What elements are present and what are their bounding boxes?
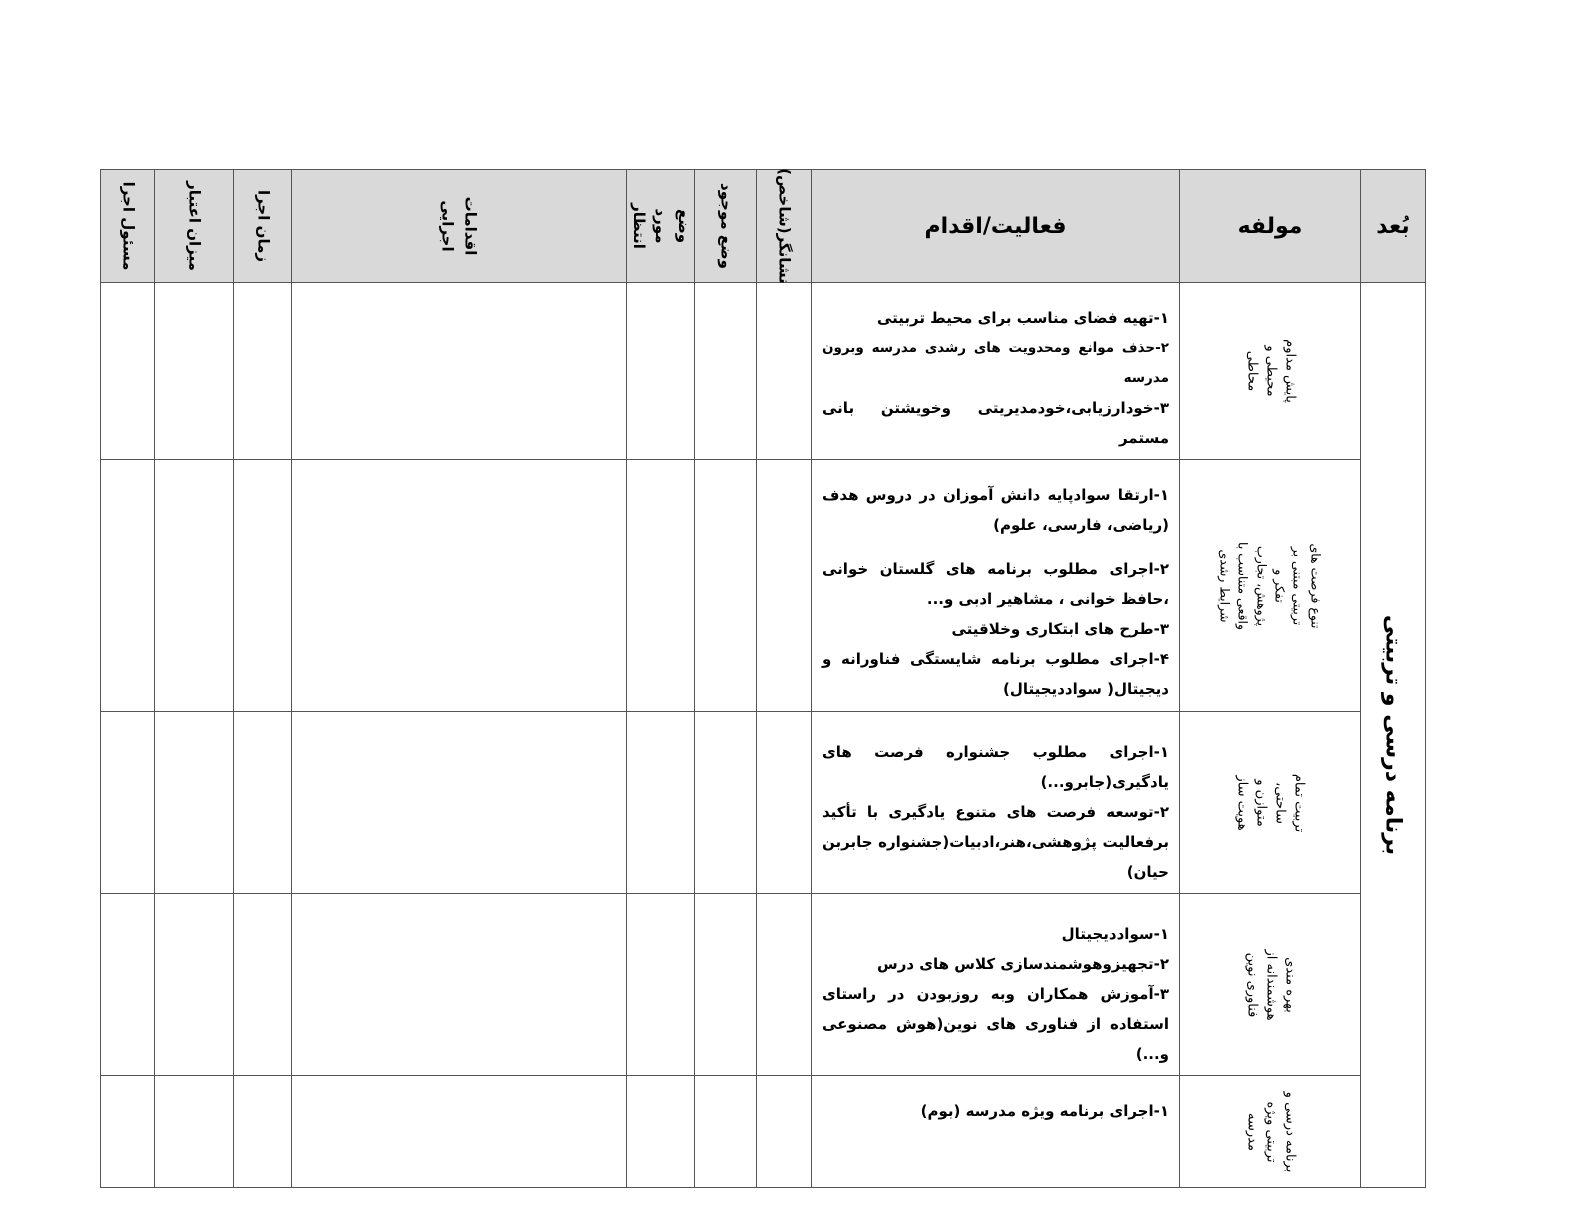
- header-row: [101, 170, 1426, 283]
- cell-expected-status: [627, 283, 695, 460]
- table-row: [101, 894, 1426, 1076]
- cell-current-status: [695, 1076, 757, 1188]
- cell-responsible: [101, 894, 155, 1076]
- table-row: [101, 460, 1426, 712]
- cell-budget: [155, 460, 234, 712]
- cell-expected-status: [627, 712, 695, 894]
- cell-indicator: [757, 1076, 812, 1188]
- activity-item: ۱-ارتقا سوادپایه دانش آموزان در دروس هدف (ریاضی، فارسی، علوم): [822, 486, 1169, 534]
- header-exec-time: زمان اجرا: [234, 170, 292, 283]
- cell-exec-time: [234, 283, 292, 460]
- cell-indicator: [757, 894, 812, 1076]
- cell-responsible: [101, 460, 155, 712]
- cell-actions: [292, 894, 627, 1076]
- cell-actions: [292, 712, 627, 894]
- cell-responsible: [101, 712, 155, 894]
- cell-indicator: [757, 712, 812, 894]
- header-indicator: نشانگر(شاخص): [757, 170, 812, 283]
- cell-responsible: [101, 1076, 155, 1188]
- cell-actions: [292, 460, 627, 712]
- cell-exec-time: [234, 1076, 292, 1188]
- cell-indicator: [757, 283, 812, 460]
- activity-item: ۱-تهیه فضای مناسب برای محیط تربیتی: [876, 309, 1169, 327]
- cell-exec-time: [234, 712, 292, 894]
- table-row: [101, 1076, 1426, 1188]
- cell-activity: [812, 1076, 1180, 1188]
- cell-current-status: [695, 894, 757, 1076]
- cell-component: بهره مندی هوشمندانه از فناوری نوین: [1180, 894, 1361, 1076]
- dimension-label: برنامه درسی و تربیتی: [1380, 614, 1406, 856]
- cell-exec-time: [234, 894, 292, 1076]
- cell-current-status: [695, 460, 757, 712]
- activity-item: ۴-اجرای مطلوب برنامه شایستگی فناورانه و دیجیتال( سواددیجیتال): [822, 650, 1169, 698]
- cell-indicator: [757, 460, 812, 712]
- activity-item: ۳-آموزش همکاران وبه روزبودن در راستای استفاده از فناوری های نوین(هوش مصنوعی و...): [822, 985, 1169, 1063]
- cell-component: برنامه درسی و تربیتی ویژه مدرسه: [1180, 1076, 1361, 1188]
- operational-plan-table: [100, 169, 1426, 1188]
- header-budget: میزان اعتبار: [155, 170, 234, 283]
- activity-item: ۲-حذف موانع ومحدویت های رشدی مدرسه وبرون مدرسه: [822, 340, 1169, 386]
- cell-activity: [812, 460, 1180, 712]
- cell-expected-status: [627, 894, 695, 1076]
- cell-current-status: [695, 712, 757, 894]
- cell-exec-time: [234, 460, 292, 712]
- activity-item: ۳-خودارزیابی،خودمدیریتی وخویشتن بانی مستمر: [822, 399, 1169, 447]
- cell-activity: [812, 894, 1180, 1076]
- header-current-status: وضع موجود: [695, 170, 757, 283]
- cell-expected-status: [627, 460, 695, 712]
- cell-budget: [155, 1076, 234, 1188]
- activity-item: ۲-تجهیزوهوشمندسازی کلاس های درس: [877, 955, 1169, 973]
- header-actions: اقدامات اجرایی: [292, 170, 627, 283]
- activity-item: ۱-اجرای برنامه ویژه مدرسه (بوم): [920, 1102, 1169, 1120]
- cell-component: پایش مداوم محیطی و محاطی: [1180, 283, 1361, 460]
- activity-item: ۲-توسعه فرصت های متنوع یادگیری با تأکید برفعالیت پژوهشی،هنر،ادبیات(جشنواره جابربن حیان): [822, 803, 1169, 881]
- header-responsible: مسئول اجرا: [101, 170, 155, 283]
- cell-activity: [812, 283, 1180, 460]
- cell-actions: [292, 283, 627, 460]
- cell-activity: [812, 712, 1180, 894]
- activity-item: ۳-طرح های ابتکاری وخلاقیتی: [951, 620, 1169, 638]
- cell-actions: [292, 1076, 627, 1188]
- cell-expected-status: [627, 1076, 695, 1188]
- activity-item: ۲-اجرای مطلوب برنامه های گلستان خوانی ،حافظ خوانی ، مشاهیر ادبی و...: [822, 560, 1169, 608]
- cell-budget: [155, 283, 234, 460]
- header-expected-status: وضع مورد انتظار: [627, 170, 695, 283]
- cell-component: تربیت تمام ساحتی، متوازن و هویت ساز: [1180, 712, 1361, 894]
- header-component: مولفه: [1180, 170, 1361, 283]
- cell-current-status: [695, 283, 757, 460]
- cell-responsible: [101, 283, 155, 460]
- cell-budget: [155, 894, 234, 1076]
- activity-item: ۱-اجرای مطلوب جشنواره فرصت های یادگیری(جابرو...): [822, 743, 1169, 791]
- header-activity: فعالیت/اقدام: [812, 170, 1180, 283]
- header-dimension: بُعد: [1361, 170, 1426, 283]
- table-row: [101, 712, 1426, 894]
- cell-budget: [155, 712, 234, 894]
- table-row: [101, 283, 1426, 460]
- dimension-cell: [1361, 283, 1426, 1188]
- activity-item: ۱-سواددیجیتال: [1061, 925, 1169, 943]
- cell-component: تنوع فرصت های تربیتی مبتنی بر تفکر و پژوهش، تجارب واقعی متناسب با شرایط رشدی: [1180, 460, 1361, 712]
